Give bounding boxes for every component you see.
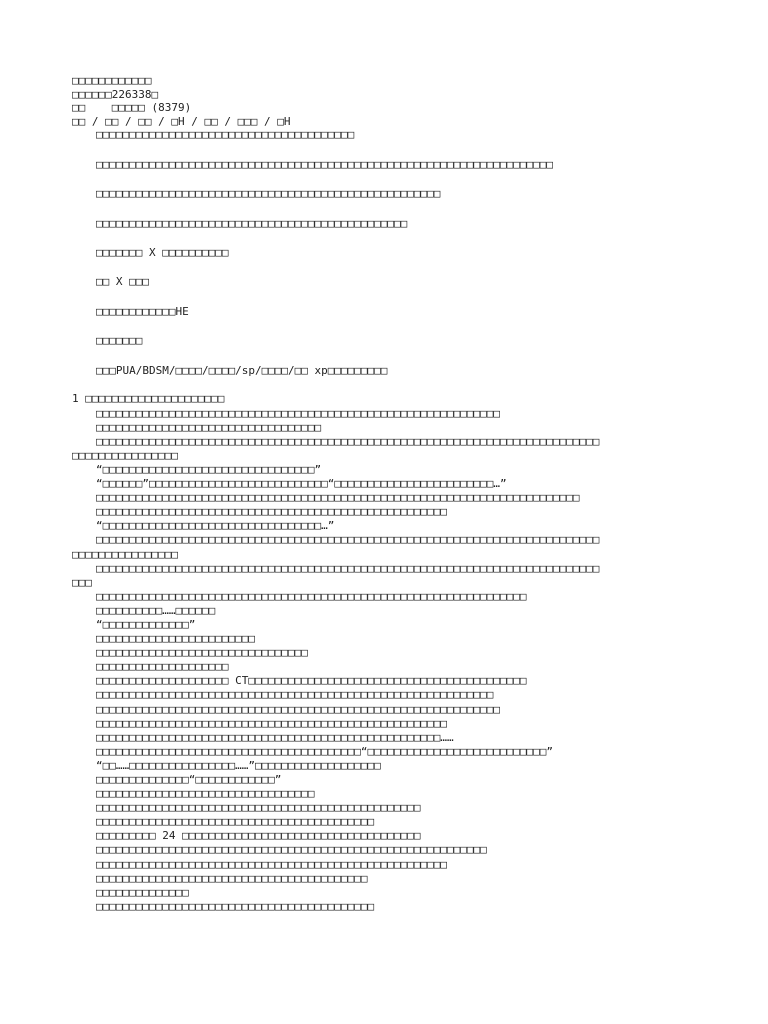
body-line: □□□□□□□□□□□□□□□□□□□□□□□□□□□□□□□□□□□□□□□□□□□□□□□□□□□□□ — [96, 716, 447, 730]
body-line: □□□□□□□□□□□□□□□□□□□□□□□□□□□□□□□□□□□□□□□□□□□□□□□□□□□□□□□□□□□□□□□□□□□□□□□□□□□□ — [96, 561, 600, 575]
paragraph: □□□□□□□□□□□□HE — [96, 304, 189, 318]
body-line: □□□□□□□□□□□□□□□□□□□□□□□□□□□□□□□□□□□□□□□□□□□□□□□□□□□□□□□□□□□□ — [96, 688, 494, 702]
paragraph: □□□□□□□□□□□□□□□□□□□□□□□□□□□□□□□□□□□□□□□□□□□□□□□ — [96, 216, 408, 230]
document-body — [72, 74, 702, 914]
body-line: “□□□□□□□□□□□□□” — [96, 617, 196, 631]
breadcrumb: □□ / □□ / □□ / □H / □□ / □□□ / □H — [72, 114, 291, 128]
body-line: □□□□□□□□□□□□□□□□ — [72, 547, 178, 561]
body-line: □□□□□□□□□□□□□□□□□□□□□□□□□□□□□□□□ — [96, 646, 308, 660]
section-body — [72, 407, 702, 914]
body-line: “□□□□□□□□□□□□□□□□□□□□□□□□□□□□□□□□” — [96, 462, 322, 476]
paragraph: □□□□□□□□□□□□□□□□□□□□□□□□□□□□□□□□□□□□□□□□□□□□□□□□□□□□□□□□□□□□□□□□□□□□□ — [96, 157, 553, 171]
body-line: □□□□□□□□□□□□□□□□□□□□□□□□□□□□□□□□□□□□□□□□□□□□□□□□□□□□□□□□□□□□□ — [96, 702, 500, 716]
paragraph: □□□□□□□ — [96, 334, 143, 348]
body-line: □□□□□□□□□□□□□□□□□□□□□□□□□□□□□□□□□□□□□□□□□□□□□□□□□□□□□□□□□□□□□□□□□□□□□□□□□□□□ — [96, 533, 600, 547]
body-line: □□□□□□□□□□□□□□□□□□□□□□□□ — [96, 632, 255, 646]
body-line: □□□□□□□□□□□□□□□□ — [72, 448, 178, 462]
doc-title: □□□□□□□□□□□□ — [72, 74, 152, 87]
body-line: □□□□□□□□□□□□□□□□□□□□□□□□□□□□□□□□□□□□□□□□□□□□□□□□□□□□□□□□□□□□□□□□□□□□□□□□□ — [96, 491, 580, 505]
body-line: □□□□□□□□□□□□□□□□□□□□□□□□□□□□□□□□□□□□□□□□“□□□□□□□□□□□□□□□□□□□□□□□□□□□” — [96, 744, 553, 758]
body-line: □□□□□□□□□□□□□□□□□□□□□□□□□□□□□□□□□□□□□□□□□□ — [96, 899, 375, 913]
body-line: □□□□□□□□□□□□□□□□□□□□□□□□□□□□□□□□□□□□□□□□□□□□□□□□□□□□□ — [96, 857, 447, 871]
body-line: □□□□□□□□□□□□□□“□□□□□□□□□□□□” — [96, 773, 282, 787]
body-line: □□□□□□□□□□□□□□□□□□□□□□□□□□□□□□□□□□□□□□□□□□□□□□□□□ — [96, 801, 421, 815]
body-line: □□□□□□□□□□□□□□□□□□□□□□□□□□□□□□□□□□□□□□□□□□□□□□□□□□□□□ — [96, 505, 447, 519]
body-line: □□□□□□□□□□……□□□□□□ — [96, 603, 216, 617]
body-line: □□□□□□□□□□□□□□□□□□□□□□□□□□□□□□□□□□□□□□□□□□□□□□□□□□□□□□□□□□□□□ — [96, 406, 500, 420]
doc-meta-line: □□ □□□□□ (8379) — [72, 101, 192, 115]
body-line: □□□□□□□□□□□□□□□□□□□□□□□□□□□□□□□□□ — [96, 787, 315, 801]
body-line: □□□□□□□□□□□□□□□□□□□□□□□□□□□□□□□□□□□□□□□□□□□□□□□□□□□□□□□□□□□□□□□□□□□□□□□□□□□□ — [96, 434, 600, 448]
body-line: □□□□□□□□□□□□□□□□□□□□ — [96, 660, 229, 674]
paragraph: □□□PUA/BDSM/□□□□/□□□□/sp/□□□□/□□ xp□□□□□□□□□ — [96, 363, 388, 377]
paragraph: □□ X □□□ — [96, 275, 149, 289]
body-line: □□□□□□□□□□□□□□□□□□□□□□□□□□□□□□□□□□□□□□□□□□□□□□□□□□□□…… — [96, 730, 454, 744]
body-line: □□□□□□□□□□□□□□□□□□□□ CT□□□□□□□□□□□□□□□□□□□□□□□□□□□□□□□□□□□□□□□□□□ — [96, 674, 527, 688]
body-line: □□□□□□□□□□□□□□□□□□□□□□□□□□□□□□□□□□ — [96, 420, 322, 434]
section-heading: 1 □□□□□□□□□□□□□□□□□□□□□ — [72, 392, 225, 406]
body-line: □□□□□□□□□ 24 □□□□□□□□□□□□□□□□□□□□□□□□□□□□□□□□□□□□ — [96, 829, 421, 843]
body-line: □□□□□□□□□□□□□□□□□□□□□□□□□□□□□□□□□□□□□□□□□□ — [96, 815, 375, 829]
body-line: □□□□□□□□□□□□□□□□□□□□□□□□□□□□□□□□□□□□□□□□□□□□□□□□□□□□□□□□□□□ — [96, 843, 487, 857]
paragraph: □□□□□□□□□□□□□□□□□□□□□□□□□□□□□□□□□□□□□□□ — [96, 128, 355, 142]
body-line: □□□□□□□□□□□□□□□□□□□□□□□□□□□□□□□□□□□□□□□□□□□□□□□□□□□□□□□□□□□□□□□□□ — [96, 589, 527, 603]
doc-id-line: □□□□□□226338□ — [72, 87, 159, 101]
body-line: □□□□□□□□□□□□□□ — [96, 885, 189, 899]
body-line: □□□□□□□□□□□□□□□□□□□□□□□□□□□□□□□□□□□□□□□□□ — [96, 871, 368, 885]
body-line: “□□……□□□□□□□□□□□□□□□□……”□□□□□□□□□□□□□□□□□□□ — [96, 758, 381, 772]
body-line: “□□□□□□”□□□□□□□□□□□□□□□□□□□□□□□□□□□“□□□□□□□□□□□□□□□□□□□□□□□□…” — [96, 477, 507, 491]
paragraph: □□□□□□□□□□□□□□□□□□□□□□□□□□□□□□□□□□□□□□□□□□□□□□□□□□□□ — [96, 187, 441, 201]
body-line: “□□□□□□□□□□□□□□□□□□□□□□□□□□□□□□□□□…” — [96, 519, 335, 533]
body-line: □□□ — [72, 575, 92, 589]
paragraph: □□□□□□□ X □□□□□□□□□□ — [96, 245, 229, 259]
